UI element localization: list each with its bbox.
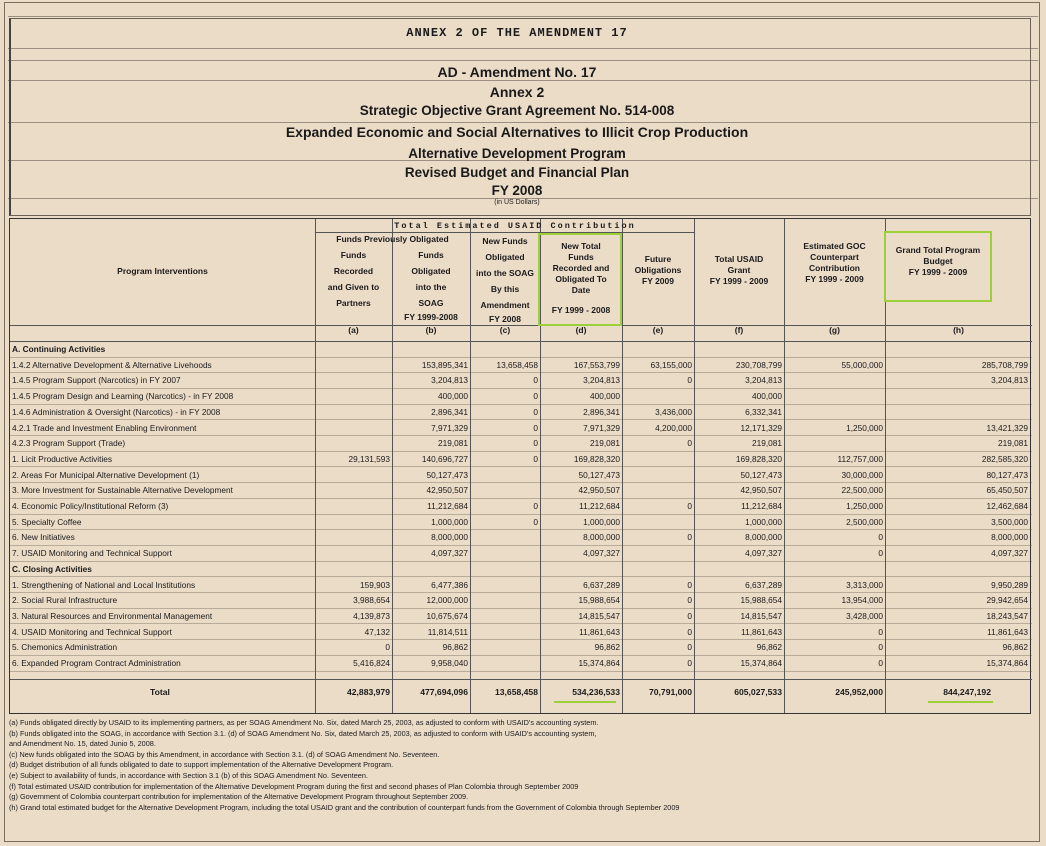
column-b-header: Funds Obligated into the SOAG FY 1999-2008	[404, 250, 458, 322]
value-f: 230,708,799	[735, 359, 782, 370]
value-e: 4,200,000	[655, 422, 692, 433]
value-f: 42,950,507	[740, 485, 782, 496]
table-row	[10, 515, 1032, 531]
program-label: 6. New Initiatives	[12, 532, 75, 543]
value-d: 15,988,654	[578, 595, 620, 606]
value-d: 50,127,473	[578, 469, 620, 480]
column-a-header: Funds Recorded and Given to Partners	[327, 250, 380, 308]
value-f: 400,000	[752, 391, 782, 402]
value-a: 5,416,824	[353, 658, 390, 668]
table-row	[10, 389, 1032, 405]
value-h: 96,862	[1002, 642, 1028, 653]
table-row	[10, 436, 1032, 452]
table-row	[10, 373, 1032, 389]
value-b: 140,696,727	[421, 453, 468, 464]
value-d: 42,950,507	[578, 485, 620, 496]
annex-title: Annex 2	[489, 84, 545, 100]
total-f: 605,027,533	[734, 687, 782, 697]
value-b: 3,204,813	[431, 375, 468, 386]
value-f: 96,862	[756, 642, 782, 653]
value-a: 0	[385, 642, 390, 653]
value-e: 0	[687, 626, 692, 637]
footnote-b: (b) Funds obligated into the SOAG, in accordance with Section 3.1. (d) of SOAG Amendment No. Six, dated March 25, 2003, as adjusted to conform with USAID's accounting system,	[9, 728, 597, 738]
value-a: 47,132	[364, 626, 390, 637]
program-label: 1. Licit Productive Activities	[12, 453, 113, 464]
funds-previously-obligated-header: Funds Previously Obligated	[336, 234, 449, 244]
program-label: 2. Social Rural Infrastructure	[12, 595, 118, 606]
value-e: 0	[687, 375, 692, 386]
value-f: 50,127,473	[740, 469, 782, 480]
value-d: 167,553,799	[573, 359, 620, 370]
value-f: 6,637,289	[745, 579, 782, 590]
value-c: 0	[533, 406, 538, 417]
value-a: 159,903	[360, 579, 390, 590]
program-label: 1.4.6 Administration & Oversight (Narcotics) - in FY 2008	[12, 406, 221, 417]
value-h: 12,462,684	[986, 501, 1028, 511]
value-b: 7,971,329	[431, 422, 468, 433]
value-d: 219,081	[590, 438, 620, 449]
value-a: 4,139,873	[353, 610, 390, 621]
value-c: 0	[533, 516, 538, 527]
value-f: 15,988,654	[740, 595, 782, 606]
program-label: 4.2.3 Program Support (Trade)	[12, 438, 126, 449]
column-g-header: Estimated GOC Counterpart Contribution FY 1999 - 2009	[803, 241, 866, 284]
value-h: 219,081	[998, 438, 1028, 449]
table-row	[10, 609, 1032, 625]
value-b: 6,477,386	[431, 579, 468, 590]
value-d: 6,637,289	[583, 579, 620, 590]
value-d: 8,000,000	[583, 532, 620, 543]
column-h-header: Grand Total Program Budget FY 1999 - 2009	[895, 245, 981, 277]
value-g: 30,000,000	[841, 469, 883, 480]
value-e: 0	[687, 501, 692, 511]
value-f: 219,081	[752, 438, 782, 449]
column-letter-c: (c)	[499, 325, 511, 335]
program-label: 6. Expanded Program Contract Administration	[12, 658, 181, 668]
table-row	[10, 358, 1032, 374]
value-b: 11,212,684	[427, 501, 468, 511]
program-label: 3. More Investment for Sustainable Alternative Development	[12, 485, 233, 496]
column-e-header: Future Obligations FY 2009	[634, 254, 682, 286]
section-label: C. Closing Activities	[12, 563, 92, 574]
value-d: 11,861,643	[579, 626, 620, 637]
value-d: 14,815,547	[578, 610, 620, 621]
value-a: 3,988,654	[353, 595, 390, 606]
column-letter-h: (h)	[953, 325, 964, 335]
total-d-underline	[554, 701, 616, 703]
footnote-d: (d) Budget distribution of all funds obligated to date to support implementation of the Alternative Development Program.	[9, 760, 394, 770]
column-letter-d: (d)	[575, 325, 587, 335]
program-label: 4.2.1 Trade and Investment Enabling Environment	[12, 422, 197, 433]
value-c: 0	[533, 453, 538, 464]
section-label: A. Continuing Activities	[12, 344, 106, 354]
value-h: 8,000,000	[991, 532, 1028, 543]
value-b: 42,950,507	[426, 485, 468, 496]
column-d-header: New Total Funds Recorded and Obligated To Date FY 1999 - 2008	[551, 241, 611, 315]
program-label: 5. Specialty Coffee	[12, 516, 82, 527]
section-header-row	[10, 342, 1032, 358]
value-b: 400,000	[438, 391, 468, 402]
total-h: 844,247,192	[943, 687, 991, 697]
total-label: Total	[150, 687, 170, 697]
value-b: 9,958,040	[431, 658, 468, 668]
footnote-g: (g) Government of Colombia counterpart contribution for implementation of the Alternative Development Program throughout September 2009.	[9, 792, 469, 802]
usaid-contribution-group: Total Estimated USAID Contribution	[394, 221, 636, 231]
table-row	[10, 656, 1032, 672]
value-d: 400,000	[590, 391, 620, 402]
value-e: 0	[687, 595, 692, 606]
value-g: 3,313,000	[846, 579, 883, 590]
table-row	[10, 593, 1032, 609]
value-d: 3,204,813	[583, 375, 620, 386]
value-b: 12,000,000	[426, 595, 468, 606]
program-description: Expanded Economic and Social Alternatives to Illicit Crop Production	[285, 124, 749, 140]
total-d: 534,236,533	[572, 687, 620, 697]
value-g: 13,954,000	[841, 595, 883, 606]
table-row	[10, 483, 1032, 499]
amendment-title: AD - Amendment No. 17	[437, 64, 597, 80]
value-e: 0	[687, 579, 692, 590]
program-label: 4. USAID Monitoring and Technical Support	[12, 626, 172, 637]
value-h: 9,950,289	[991, 579, 1028, 590]
ledger-rule	[8, 16, 1038, 17]
value-h: 282,585,320	[981, 453, 1028, 464]
value-f: 6,332,341	[745, 406, 782, 417]
table-row	[10, 625, 1032, 641]
program-label: 5. Chemonics Administration	[12, 642, 118, 653]
agreement-title: Strategic Objective Grant Agreement No. 514-008	[359, 103, 675, 118]
budget-table	[9, 218, 1031, 714]
footnote-b-continued: and Amendment No. 15, dated Junio 5, 2008.	[9, 739, 156, 749]
footnote-h: (h) Grand total estimated budget for the Alternative Development Program, including the total USAID grant and the contribution of counterpart funds from the Government of Colombia through September 2009	[9, 802, 680, 812]
table-row	[10, 640, 1032, 656]
total-row	[10, 680, 1032, 704]
value-g: 1,250,000	[846, 501, 883, 511]
value-f: 15,374,864	[740, 658, 782, 668]
total-h-underline	[928, 701, 993, 703]
value-f: 3,204,813	[745, 375, 782, 386]
value-b: 4,097,327	[431, 548, 468, 559]
value-c: 13,658,458	[496, 359, 538, 370]
value-h: 29,942,654	[986, 595, 1028, 606]
total-e: 70,791,000	[648, 687, 692, 697]
total-g: 245,952,000	[835, 687, 883, 697]
value-a: 29,131,593	[348, 453, 390, 464]
program-name: Alternative Development Program	[408, 146, 626, 161]
value-f: 14,815,547	[740, 610, 782, 621]
value-h: 15,374,864	[986, 658, 1028, 668]
value-d: 11,212,684	[579, 501, 620, 511]
value-d: 4,097,327	[583, 548, 620, 559]
column-c-header: New Funds Obligated into the SOAG By this Amendment FY 2008	[475, 236, 535, 324]
value-h: 3,204,813	[991, 375, 1028, 386]
value-g: 0	[878, 642, 883, 653]
value-b: 2,896,341	[431, 406, 468, 417]
program-label: 1.4.5 Program Design and Learning (Narcotics) - in FY 2008	[12, 391, 234, 402]
value-c: 0	[533, 422, 538, 433]
value-b: 8,000,000	[431, 532, 468, 543]
value-f: 11,861,643	[741, 626, 782, 637]
value-b: 153,895,341	[421, 359, 468, 370]
value-h: 65,450,507	[986, 485, 1028, 496]
value-g: 0	[878, 548, 883, 559]
table-row	[10, 499, 1032, 515]
program-label: 3. Natural Resources and Environmental Management	[12, 610, 213, 621]
total-b: 477,694,096	[420, 687, 468, 697]
value-h: 4,097,327	[991, 548, 1028, 559]
value-c: 0	[533, 375, 538, 386]
value-d: 15,374,864	[578, 658, 620, 668]
table-row	[10, 452, 1032, 468]
footnote-e: (e) Subject to availability of funds, in accordance with Section 3.1 (b) of this SOAG Amendment No. Seventeen.	[9, 770, 368, 780]
highlight-column-h	[884, 231, 992, 302]
value-g: 0	[878, 658, 883, 668]
value-d: 2,896,341	[583, 406, 620, 417]
value-e: 0	[687, 438, 692, 449]
program-label: 2. Areas For Municipal Alternative Development (1)	[12, 469, 200, 480]
currency-note: (in US Dollars)	[494, 199, 540, 206]
value-g: 22,500,000	[841, 485, 883, 496]
program-label: 4. Economic Policy/Institutional Reform (3)	[12, 501, 169, 511]
total-a: 42,883,979	[346, 687, 390, 697]
value-g: 3,428,000	[846, 610, 883, 621]
column-letter-b: (b)	[425, 325, 437, 335]
highlight-column-d	[538, 233, 622, 326]
footnote-f: (f) Total estimated USAID contribution for implementation of the Alternative Development Program during the first and second phases of Plan Colombia through September 2009	[9, 781, 579, 791]
value-d: 169,828,320	[573, 453, 620, 464]
program-label: 1.4.2 Alternative Development & Alternative Livehoods	[12, 359, 212, 370]
value-d: 7,971,329	[583, 422, 620, 433]
column-letter-a: (a)	[348, 325, 359, 335]
table-row	[10, 421, 1032, 437]
value-e: 0	[687, 610, 692, 621]
value-c: 0	[533, 438, 538, 449]
value-b: 219,081	[438, 438, 468, 449]
value-e: 63,155,000	[650, 359, 692, 370]
value-e: 0	[687, 642, 692, 653]
plan-title: Revised Budget and Financial Plan	[404, 165, 630, 180]
annex-header: ANNEX 2 OF THE AMENDMENT 17	[406, 26, 628, 40]
column-letter-g: (g)	[829, 325, 840, 335]
value-h: 18,243,547	[986, 610, 1028, 621]
value-f: 12,171,329	[740, 422, 782, 433]
value-c: 0	[533, 501, 538, 511]
program-label: 7. USAID Monitoring and Technical Support	[12, 548, 172, 559]
value-f: 169,828,320	[735, 453, 782, 464]
column-letter-f: (f)	[734, 325, 744, 335]
table-row	[10, 405, 1032, 421]
value-b: 50,127,473	[426, 469, 468, 480]
table-row	[10, 546, 1032, 562]
value-e: 3,436,000	[655, 406, 692, 417]
value-g: 1,250,000	[846, 422, 883, 433]
value-c: 0	[533, 391, 538, 402]
value-d: 96,862	[594, 642, 620, 653]
value-b: 11,814,511	[427, 626, 468, 637]
program-interventions-header: Program Interventions	[117, 266, 208, 276]
value-b: 10,675,674	[426, 610, 468, 621]
program-label: 1.4.5 Program Support (Narcotics) in FY 2007	[12, 375, 181, 386]
value-h: 3,500,000	[991, 516, 1028, 527]
column-letter-e: (e)	[652, 325, 664, 335]
table-row	[10, 468, 1032, 484]
footnote-a: (a) Funds obligated directly by USAID to its implementing partners, as per SOAG Amendment No. Six, dated March 25, 2003, as adjusted to conform with USAID's accounting system.	[9, 718, 599, 727]
value-g: 55,000,000	[841, 359, 883, 370]
value-d: 1,000,000	[583, 516, 620, 527]
value-g: 0	[878, 626, 883, 637]
value-g: 0	[878, 532, 883, 543]
value-h: 80,127,473	[986, 469, 1028, 480]
table-row	[10, 530, 1032, 546]
value-g: 112,757,000	[837, 453, 883, 464]
value-f: 8,000,000	[745, 532, 782, 543]
footnotes	[9, 718, 1031, 813]
value-e: 0	[687, 532, 692, 543]
value-b: 1,000,000	[431, 516, 468, 527]
value-h: 11,861,643	[987, 626, 1028, 637]
value-g: 2,500,000	[846, 516, 883, 527]
footnote-c: (c) New funds obligated into the SOAG by this Amendment, in accordance with Section 3.1. (d) of SOAG Amendment No. Seventeen.	[9, 749, 440, 759]
total-c: 13,658,458	[494, 687, 538, 697]
table-row	[10, 578, 1032, 594]
value-b: 96,862	[442, 642, 468, 653]
value-f: 1,000,000	[745, 516, 782, 527]
value-h: 285,708,799	[981, 359, 1028, 370]
column-f-header: Total USAID Grant FY 1999 - 2009	[709, 254, 769, 286]
section-header-row	[10, 562, 1032, 578]
fiscal-year: FY 2008	[491, 183, 543, 198]
value-h: 13,421,329	[986, 422, 1028, 433]
value-f: 4,097,327	[745, 548, 782, 559]
program-label: 1. Strengthening of National and Local Institutions	[12, 579, 196, 590]
value-f: 11,212,684	[741, 501, 782, 511]
value-e: 0	[687, 658, 692, 668]
